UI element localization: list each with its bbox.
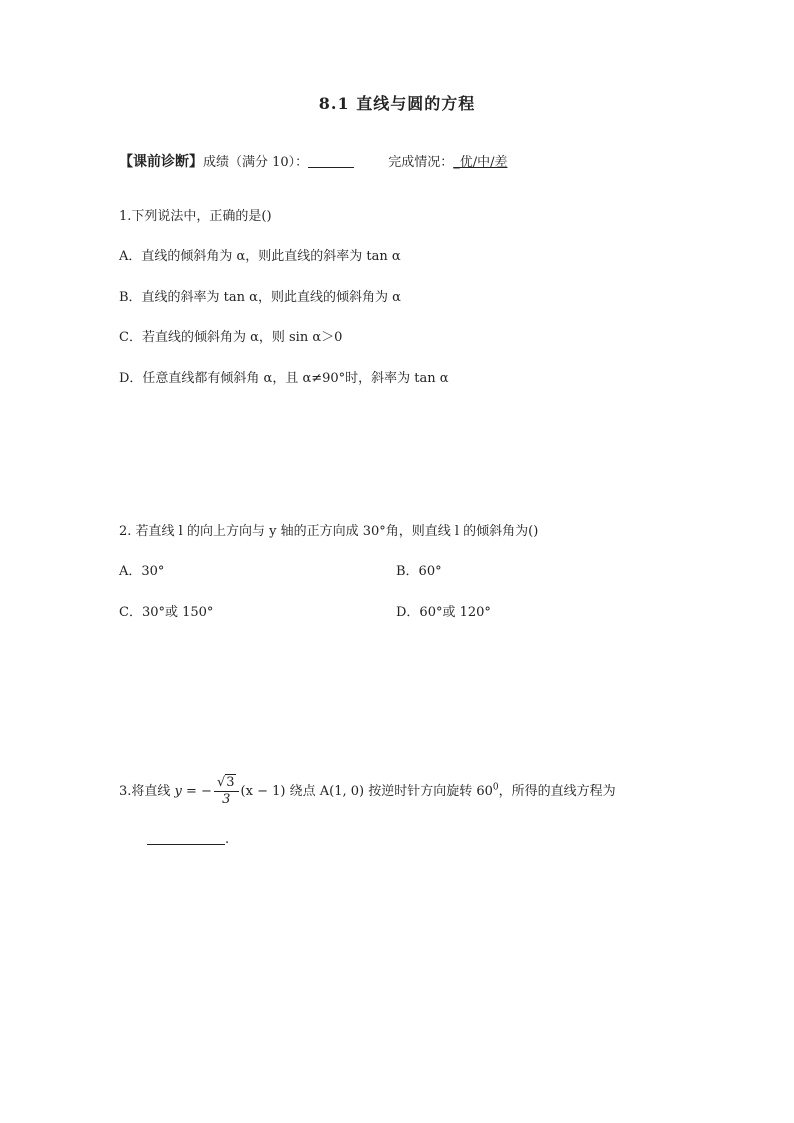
completion-label: 完成情况： (388, 155, 454, 170)
score-blank[interactable] (308, 155, 354, 168)
diagnosis-label: 【课前诊断】 (119, 154, 203, 170)
completion-value: _优/中/差 (453, 155, 508, 170)
q3-point: A(1, 0) (319, 784, 365, 799)
q3-angle: 60 (476, 784, 493, 799)
q2-option-b: B．60° (396, 564, 442, 579)
q3-fraction (214, 776, 239, 807)
q3-suffix: ，所得的直线方程为 (498, 784, 616, 799)
q3-answer-row (147, 832, 229, 848)
q1-option-c: C．若直线的倾斜角为 α，则 sin α＞0 (119, 330, 343, 345)
q1-stem: 1.下列说法中，正确的是() (119, 209, 272, 224)
score-label: 成绩（满分 10）： (203, 155, 309, 170)
q1-option-d: D．任意直线都有倾斜角 α，且 α≠90°时，斜率为 tan α (119, 371, 449, 386)
diagnosis-row (119, 154, 507, 171)
q2-option-c: C．30°或 150° (119, 605, 214, 620)
q2-option-d: D．60°或 120° (396, 605, 491, 620)
q3-answer-blank[interactable] (147, 832, 225, 845)
q3-prefix: 3.将直线 (119, 784, 171, 799)
q1-option-b: B．直线的斜率为 tan α，则此直线的倾斜角为 α (119, 290, 401, 305)
page-title: 8.1 直线与圆的方程 (318, 94, 476, 113)
q3-stem (119, 776, 616, 807)
q3-eq-lhs: y = − (174, 784, 212, 799)
q3-end: . (225, 832, 230, 847)
q3-eq-rest: (x − 1) (240, 784, 286, 799)
sqrt-icon: √3 (216, 775, 235, 790)
q3-mid2: 按逆时针方向旋转 (368, 784, 473, 799)
q1-option-a: A．直线的倾斜角为 α，则此直线的斜率为 tan α (119, 249, 401, 264)
q2-option-a: A．30° (119, 564, 165, 579)
q3-angle-sup: 0 (492, 782, 499, 793)
q3-frac-den: 3 (222, 792, 231, 807)
q3-frac-num: 3 (226, 775, 235, 790)
q3-mid1: 绕点 (289, 784, 316, 799)
q2-stem: 2. 若直线 l 的向上方向与 y 轴的正方向成 30°角，则直线 l 的倾斜角为() (119, 524, 539, 539)
